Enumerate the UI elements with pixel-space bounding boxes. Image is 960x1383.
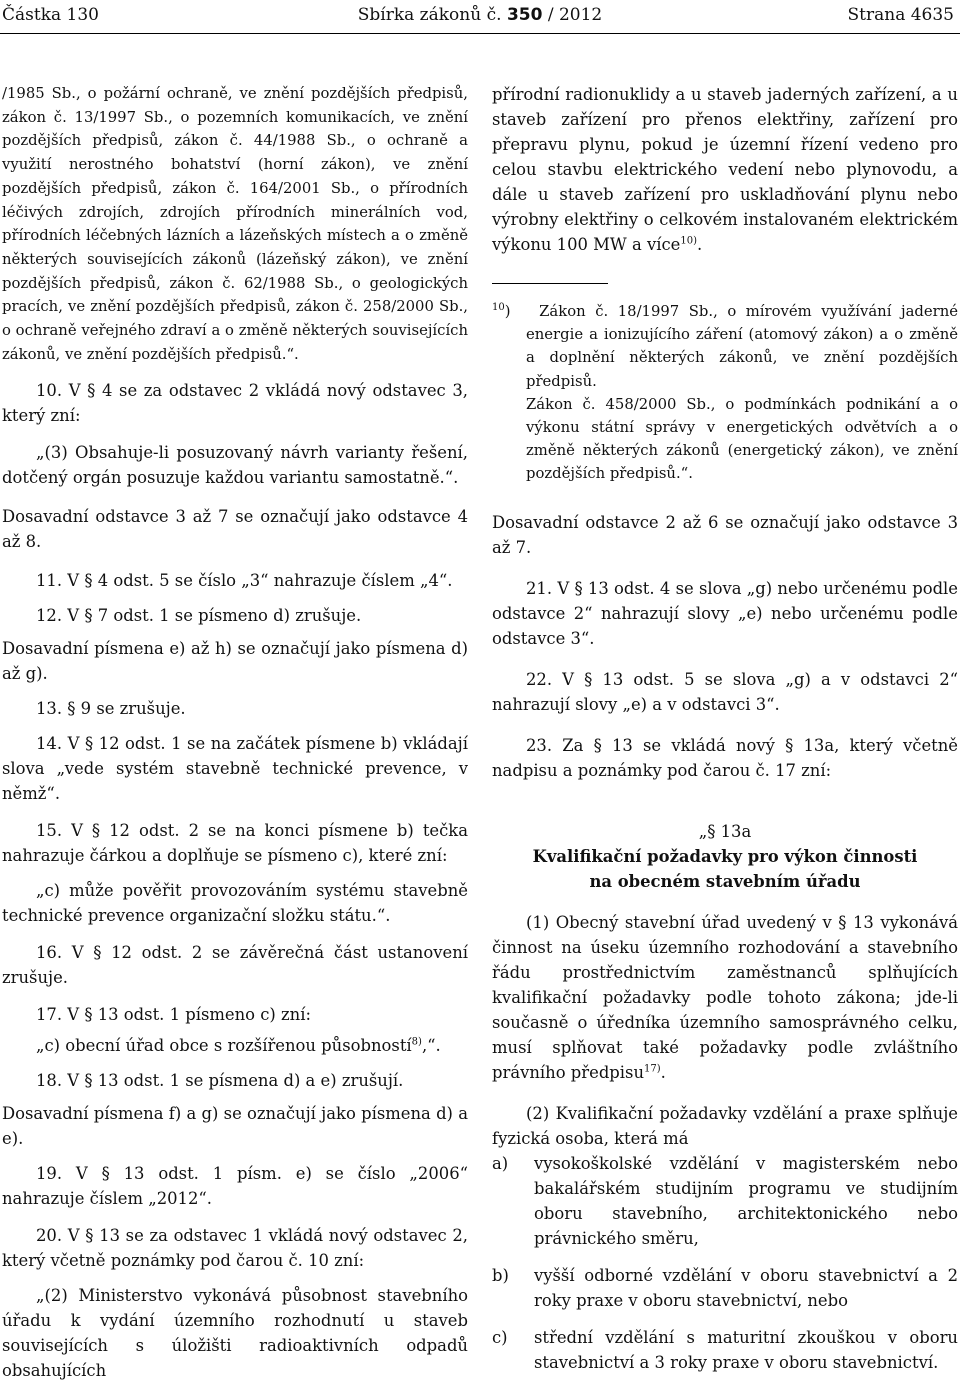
list-item-mark: c)	[492, 1327, 508, 1347]
paragraph-1-end: .	[660, 1062, 666, 1082]
section-13a-title-line-1: Kvalifikační požadavky pro výkon činnosti	[532, 846, 918, 866]
header-collection-prefix: Sbírka zákonů č.	[357, 5, 502, 25]
left-column	[2, 82, 468, 1383]
point-19: 19. V § 13 odst. 1 písm. e) se číslo „2006“ nahrazuje číslem „2012“.	[2, 1164, 468, 1209]
footnote-mark-number: 10	[492, 302, 505, 314]
continuation-text: přírodní radionuklidy a u staveb jaderných zařízení, a u staveb zařízení pro přenos elektřiny, zařízení pro přepravu plynu, pokud je územní řízení vedeno pro celou stavbu elektrického vedení nebo plynovodu, a dále u staveb zařízení pro uskladňování plynu nebo výrobny elektřiny o celkovém instalovaném elektrickém výkonu 100 MW a více	[492, 85, 958, 254]
footnote-10-law-2: Zákon č. 458/2000 Sb., o podmínkách podnikání a o výkonu státní správy v energetických odvětvích a o změně některých zákonů (energetický zákon), ve znění pozdějších předpisů.“.	[526, 395, 958, 483]
point-17-quote-text: „c) obecní úřad obce s rozšířenou působností	[36, 1036, 412, 1056]
point-15-quote: „c) může pověřit provozováním systému stavebně technické prevence organizační složku státu.“.	[2, 881, 468, 926]
point-12: 12. V § 7 odst. 1 se písmeno d) zrušuje.	[36, 606, 362, 626]
footnote-ref-8: 8)	[411, 1036, 422, 1048]
footnote-mark	[492, 303, 511, 320]
footnote-10-text-1: Zákon č. 18/1997 Sb., o mírovém využívání jaderné energie a ionizujícího záření (atomový zákon) a o změně a doplnění některých zákonů, ve znění pozdějších předpisů.	[526, 303, 958, 390]
point-16: 16. V § 12 odst. 2 se závěrečná část ustanovení zrušuje.	[2, 943, 468, 988]
page-header	[0, 0, 960, 32]
point-20: 20. V § 13 se za odstavec 1 vkládá nový odstavec 2, který včetně poznámky pod čarou č. 10 zní:	[2, 1226, 468, 1271]
point-17-quote-end: ,“.	[421, 1036, 441, 1056]
point-12-note: Dosavadní písmena e) až h) se označují jako písmena d) až g).	[2, 639, 468, 684]
point-13: 13. § 9 se zrušuje.	[36, 699, 186, 719]
continuation-end: .	[696, 235, 703, 254]
footnote-rule	[492, 283, 608, 284]
list-item-text: vysokoškolské vzdělání v magisterském nebo bakalářském studijním programu ve studijním oboru stavebního, architektonického nebo právnického směru,	[534, 1153, 958, 1248]
qualification-list	[492, 1151, 958, 1375]
section-13a-paragraph-1	[492, 910, 958, 1085]
footnote-ref-10: 10)	[680, 235, 697, 247]
list-item-text: střední vzdělání s maturitní zkouškou v oboru stavebnictví a 3 roky praxe v oboru stavebnictví.	[534, 1327, 958, 1372]
point-17-quote	[2, 1033, 468, 1058]
point-10: 10. V § 4 se za odstavec 2 vkládá nový odstavec 3, který zní:	[2, 381, 468, 426]
header-page-number: Strana 4635	[847, 5, 954, 25]
footnote-10-law-1	[492, 300, 958, 393]
header-collection	[320, 5, 640, 25]
point-20-quote-continuation	[492, 82, 958, 257]
header-collection-year: / 2012	[547, 5, 603, 25]
header-rule	[0, 33, 960, 34]
point-18-note: Dosavadní písmena f) a g) se označují jako písmena d) a e).	[2, 1104, 468, 1149]
intro-continuation: /1985 Sb., o požární ochraně, ve znění pozdějších předpisů, zákon č. 13/1997 Sb., o pozemních komunikacích, ve znění pozdějších předpisů, zákon č. 44/1988 Sb., o ochraně a využití nerostného bohatství (horní zákon), ve znění pozdějších předpisů, zákon č. 164/2001 Sb., o přírodních léčivých zdrojích, zdrojích přírodních minerálních vod, přírodních léčebných lázních a lázeňských místech a o změně některých souvisejících zákonů (lázeňský zákon), ve znění pozdějších předpisů, zákon č. 62/1988 Sb., o geologických pracích, ve znění pozdějších předpisů, zákon č. 258/2000 Sb., o ochraně veřejného zdraví a o změně některých souvisejících zákonů, ve znění pozdějších předpisů.“.	[2, 85, 468, 363]
point-17: 17. V § 13 odst. 1 písmeno c) zní:	[36, 1005, 311, 1025]
point-11: 11. V § 4 odst. 5 se číslo „3“ nahrazuje číslem „4“.	[36, 571, 453, 591]
point-14: 14. V § 12 odst. 1 se na začátek písmene b) vkládají slova „vede systém stavebně technické prevence, v němž“.	[2, 734, 468, 804]
list-item	[492, 1263, 958, 1313]
point-23: 23. Za § 13 se vkládá nový § 13a, který včetně nadpisu a poznámky pod čarou č. 17 zní:	[492, 735, 958, 780]
section-13a-paragraph-2: (2) Kvalifikační požadavky vzdělání a praxe splňuje fyzická osoba, která má	[492, 1103, 958, 1148]
list-item	[492, 1151, 958, 1251]
point-21: 21. V § 13 odst. 4 se slova „g) nebo určenému podle odstavce 2“ nahrazují slovy „e) nebo určenému podle odstavce 3“.	[492, 578, 958, 648]
footnote-ref-17: 17)	[644, 1063, 661, 1075]
header-part-number: Částka 130	[2, 5, 99, 25]
section-13a-number: „§ 13a	[698, 821, 752, 841]
point-10-quote: „(3) Obsahuje-li posuzovaný návrh varianty řešení, dotčený orgán posuzuje každou variantu samostatně.“.	[2, 443, 468, 488]
header-collection-number: 350	[506, 5, 543, 25]
paragraph-1-text: (1) Obecný stavební úřad uvedený v § 13 vykonává činnost na úseku územního rozhodování a stavebního řádu prostřednictvím zaměstnanců splňujících kvalifikační požadavky podle tohoto zákona; jde-li současně o úředníka územního samosprávného celku, musí splňovat také požadavky podle zvláštního právního předpisu	[492, 912, 958, 1082]
point-18: 18. V § 13 odst. 1 se písmena d) a e) zrušují.	[36, 1071, 404, 1091]
point-22: 22. V § 13 odst. 5 se slova „g) a v odstavci 2“ nahrazují slovy „e) a v odstavci 3“.	[492, 669, 958, 714]
list-item-text: vyšší odborné vzdělání v oboru stavebnictví a 2 roky praxe v oboru stavebnictví, nebo	[534, 1265, 958, 1310]
list-item-mark: a)	[492, 1153, 509, 1173]
point-20-note: Dosavadní odstavce 2 až 6 se označují jako odstavce 3 až 7.	[492, 512, 958, 557]
point-10-note: Dosavadní odstavce 3 až 7 se označují jako odstavce 4 až 8.	[2, 507, 468, 552]
section-13a-title-line-2: na obecném stavebním úřadu	[589, 871, 861, 891]
footnote-mark-paren: )	[504, 303, 511, 320]
point-15: 15. V § 12 odst. 2 se na konci písmene b) tečka nahrazuje čárkou a doplňuje se písmeno c), které zní:	[2, 821, 468, 866]
point-20-quote: „(2) Ministerstvo vykonává působnost stavebního úřadu k vydání územního rozhodnutí u staveb souvisejících s úložišti radioaktivních odpadů obsahujících	[2, 1286, 468, 1381]
list-item-mark: b)	[492, 1265, 509, 1285]
list-item	[492, 1325, 958, 1375]
right-column	[492, 82, 958, 1375]
